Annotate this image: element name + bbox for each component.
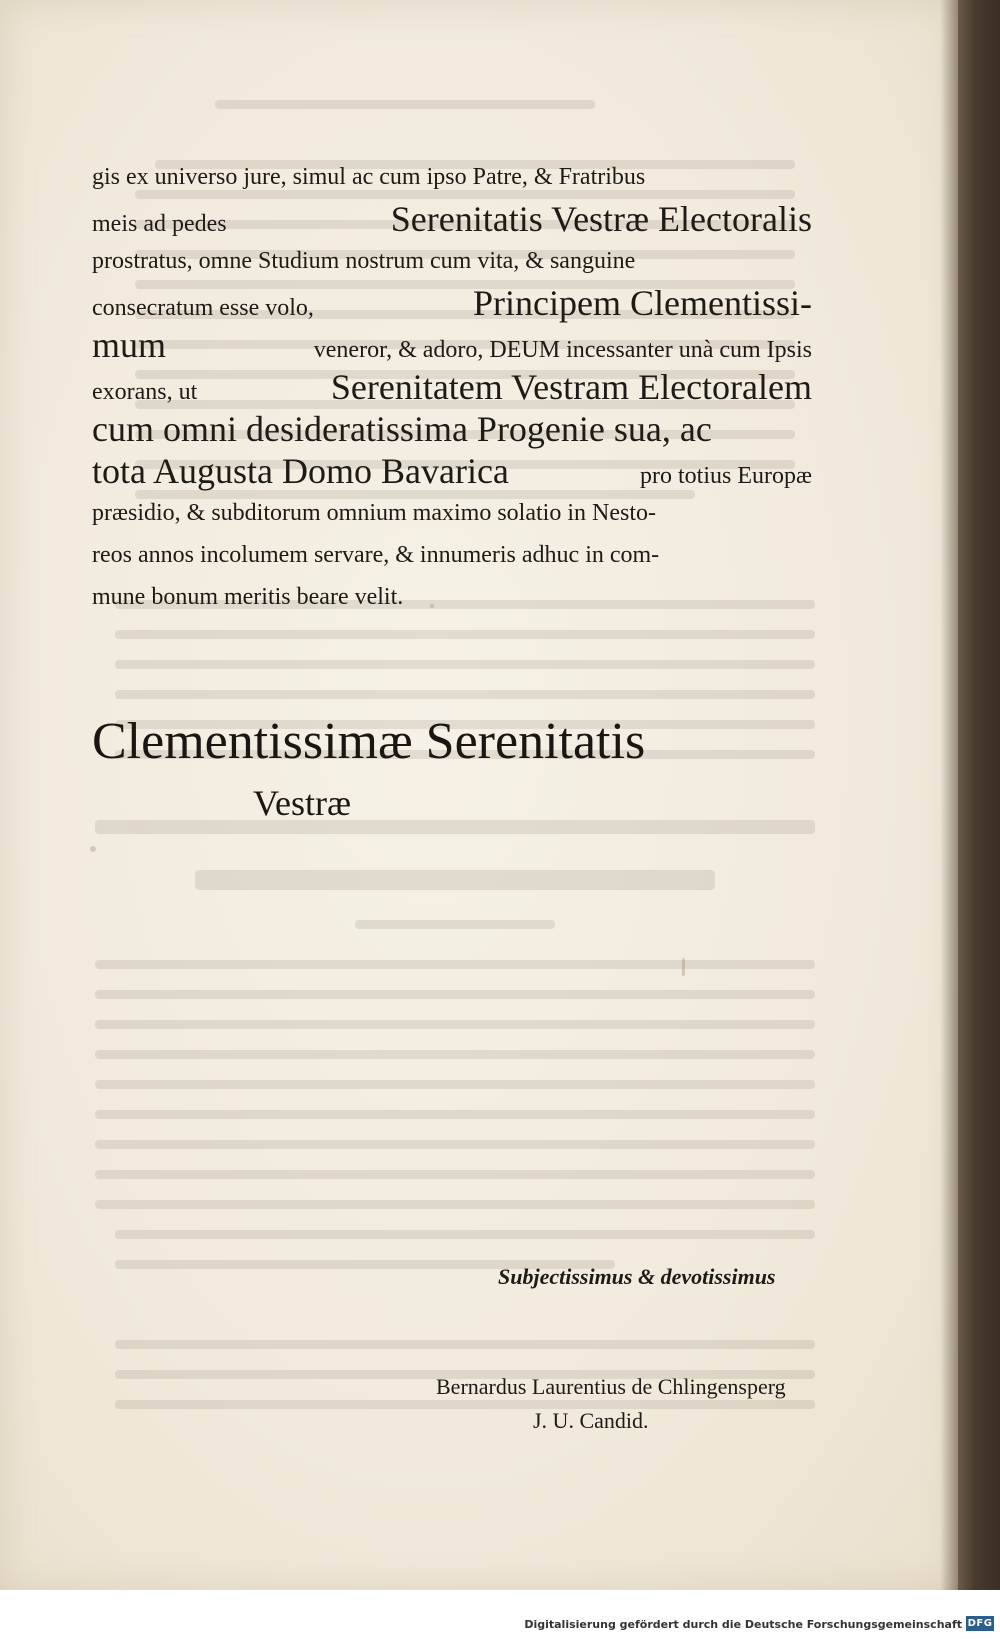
- signer-title: J. U. Candid.: [533, 1408, 649, 1433]
- text-segment: reos annos incolumem servare, & innumeris adhuc in com-: [92, 542, 660, 568]
- text-line: [92, 408, 812, 450]
- text-segment: exorans, ut: [92, 379, 198, 405]
- paper-spot: [682, 958, 685, 976]
- text-segment: prostratus, omne Studium nostrum cum vita, & sanguine: [92, 248, 636, 274]
- paper-spot: [90, 846, 96, 852]
- text-segment: meis ad pedes: [92, 211, 227, 237]
- emphasized-text: Serenitatis Vestræ Electoralis: [390, 199, 812, 239]
- main-text-block: [92, 156, 812, 618]
- text-line: [92, 576, 812, 618]
- emphasized-text: mum: [92, 325, 167, 365]
- text-segment: mune bonum meritis beare velit.: [92, 584, 404, 610]
- page-gutter-shadow: [940, 0, 958, 1590]
- text-segment: gis ex universo jure, simul ac cum ipso Patre, & Fratribus: [92, 164, 646, 190]
- digitization-credit: Digitalisierung gefördert durch die Deutsche Forschungsgemeinschaft: [524, 1618, 962, 1631]
- emphasized-text: cum omni desideratissima Progenie sua, ac: [92, 409, 712, 449]
- text-line: [92, 198, 812, 240]
- footer-bar: [0, 1590, 1000, 1639]
- emphasized-text: Principem Clementissi-: [473, 283, 812, 323]
- text-segment: veneror, & adoro, DEUM incessanter unà cum Ipsis: [313, 337, 812, 363]
- emphasized-text: tota Augusta Domo Bavarica: [92, 451, 509, 491]
- text-line: [92, 366, 812, 408]
- emphasized-text: Serenitatem Vestram Electoralem: [330, 367, 812, 407]
- text-line: [92, 240, 812, 282]
- text-line: [92, 492, 812, 534]
- dfg-logo: DFG: [967, 1618, 993, 1629]
- text-segment: præsidio, & subditorum omnium maximo solatio in Nesto-: [92, 500, 656, 526]
- text-line: [92, 534, 812, 576]
- text-line: [92, 156, 812, 198]
- closing-salutation-continued: Vestræ: [253, 783, 351, 823]
- subscription-formula: Subjectissimus & devotissimus: [498, 1264, 776, 1289]
- text-segment: consecratum esse volo,: [92, 295, 314, 321]
- text-line: [92, 324, 812, 366]
- text-line: [92, 450, 812, 492]
- closing-salutation: Clementissimæ Serenitatis: [92, 713, 646, 770]
- text-segment: pro totius Europæ: [640, 463, 812, 489]
- text-line: [92, 282, 812, 324]
- book-cover-edge: [958, 0, 1000, 1590]
- signer-name: Bernardus Laurentius de Chlingensperg: [436, 1374, 786, 1399]
